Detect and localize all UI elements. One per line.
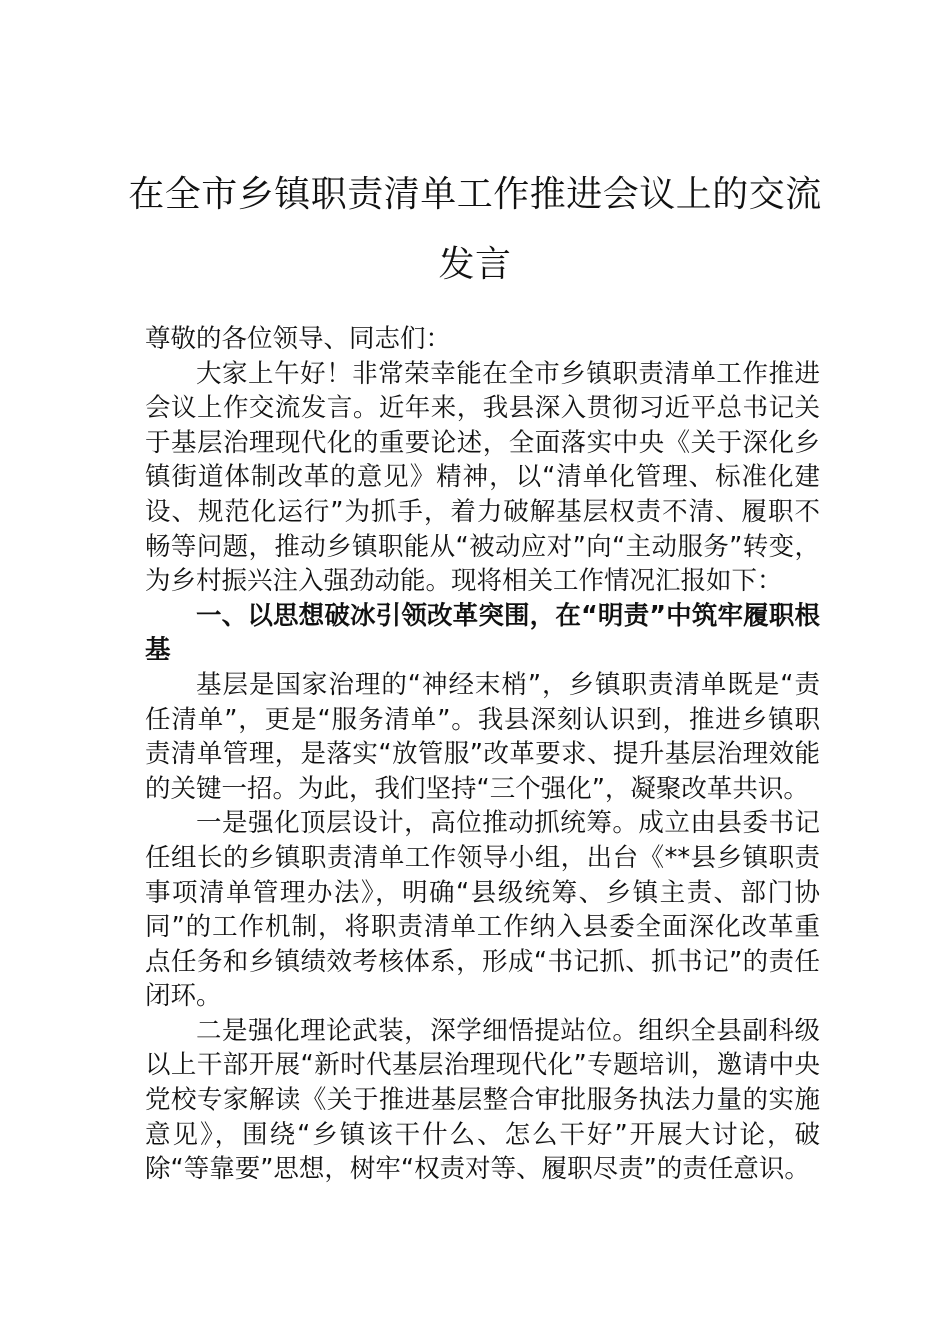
- salutation: 尊敬的各位领导、同志们：: [145, 324, 452, 354]
- section-heading: 一、以思想破冰引领改革突围，在“明责”中筑牢履职根基: [145, 600, 820, 666]
- document-title: 在全市乡镇职责清单工作推进会议上的交流发言: [128, 174, 822, 285]
- body-paragraph: 基层是国家治理的“神经末梢”，乡镇职责清单既是“责任清单”，更是“服务清单”。我县深刻认识到，推进乡镇职责清单管理，是落实“放管服”改革要求、提升基层治理效能的关键一招。为此，我们坚持“三个强化”，凝聚改革共识。: [145, 669, 820, 804]
- body-paragraph: 一是强化顶层设计，高位推动抓统筹。成立由县委书记任组长的乡镇职责清单工作领导小组，出台《**县乡镇职责事项清单管理办法》，明确“县级统筹、乡镇主责、部门协同”的工作机制，将职责清单工作纳入县委全面深化改革重点任务和乡镇绩效考核体系，形成“书记抓、抓书记”的责任闭环。: [145, 808, 820, 1012]
- body-paragraph: 二是强化理论武装，深学细悟提站位。组织全县副科级以上干部开展“新时代基层治理现代化”专题培训，邀请中央党校专家解读《关于推进基层整合审批服务执法力量的实施意见》，围绕“乡镇该干什么、怎么干好”开展大讨论，破除“等靠要”思想，树牢“权责对等、履职尽责”的责任意识。: [145, 1015, 820, 1185]
- intro-paragraph: 大家上午好！非常荣幸能在全市乡镇职责清单工作推进会议上作交流发言。近年来，我县深入贯彻习近平总书记关于基层治理现代化的重要论述，全面落实中央《关于深化乡镇街道体制改革的意见》精神，以“清单化管理、标准化建设、规范化运行”为抓手，着力破解基层权责不清、履职不畅等问题，推动乡镇职能从“被动应对”向“主动服务”转变，为乡村振兴注入强劲动能。现将相关工作情况汇报如下：: [145, 358, 820, 597]
- document-body: [145, 322, 820, 1187]
